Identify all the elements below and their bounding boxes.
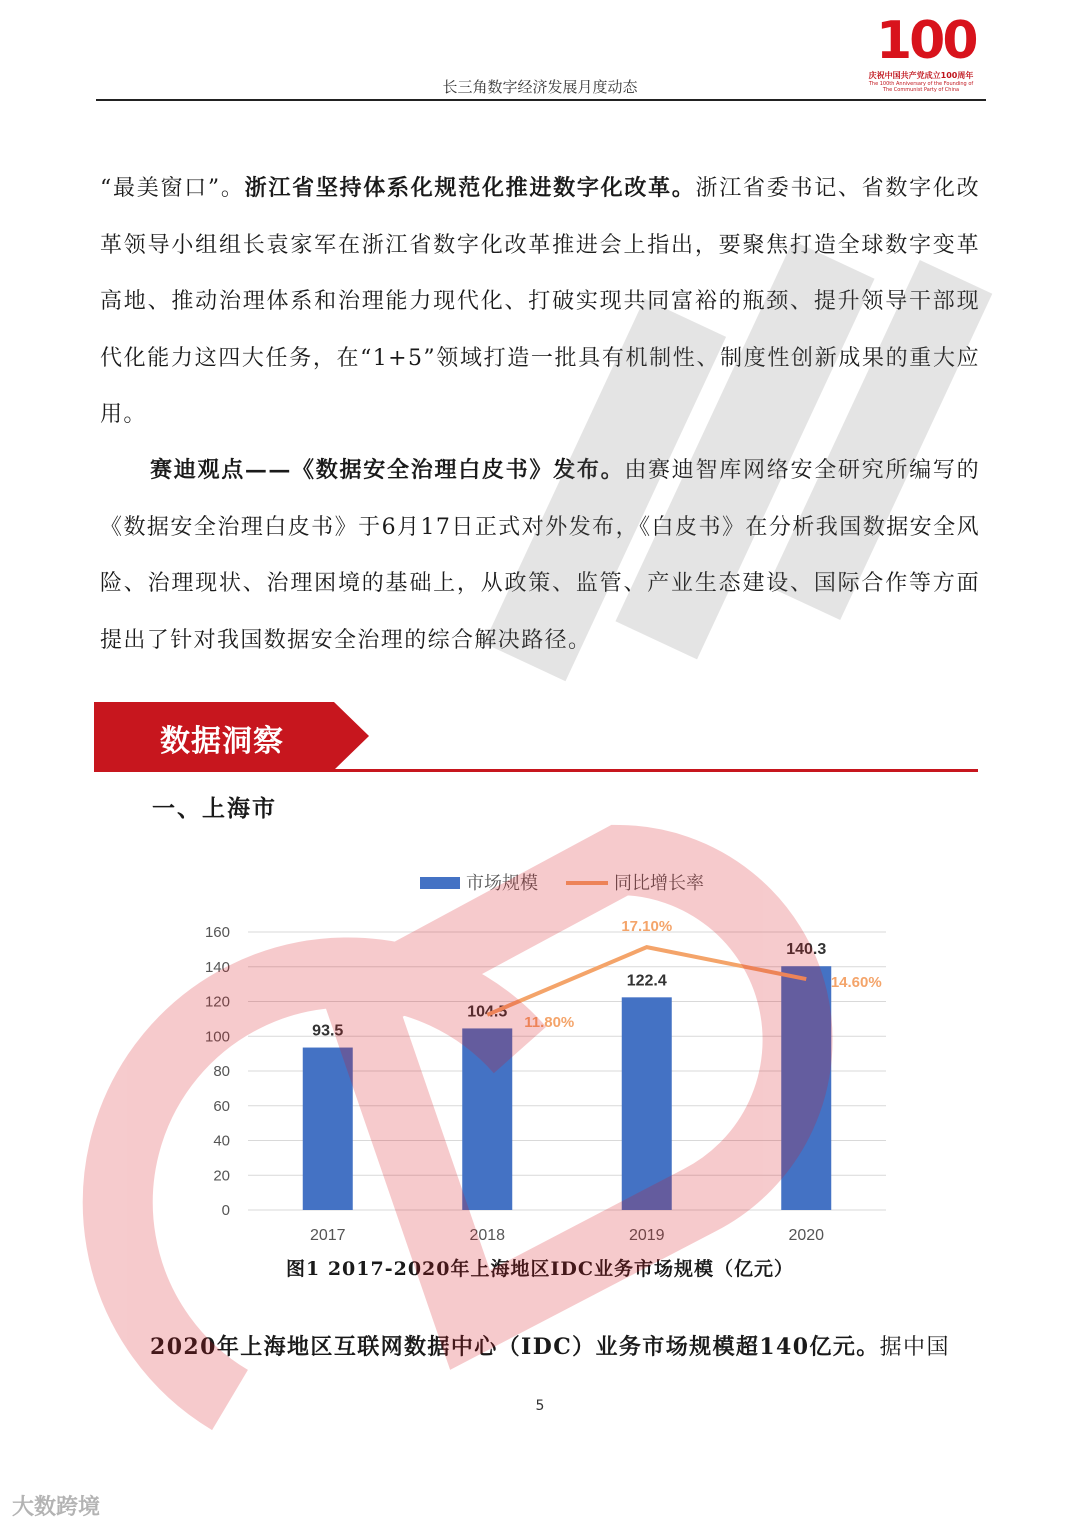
- paragraph-ccid-view: [100, 442, 980, 669]
- bar: [781, 966, 831, 1210]
- bar: [462, 1028, 512, 1210]
- paragraph-lead-quote: “最美窗口”。: [100, 176, 245, 201]
- y-tick-label: 100: [204, 1028, 230, 1046]
- y-tick-label: 40: [213, 1132, 230, 1150]
- bar: [303, 1048, 353, 1210]
- paragraph-body: 由赛迪智库网络安全研究所编写的《数据安全治理白皮书》于6月17日正式对外发布，《白皮书》在分析我国数据安全风险、治理现状、治理困境的基础上，从政策、监管、产业生态建设、国际合作等方面提出了针对我国数据安全治理的综合解决路径。: [100, 458, 980, 653]
- logo-caption: 庆祝中国共产党成立100周年: [868, 71, 974, 80]
- running-header: 长三角数字经济发展月度动态: [442, 78, 638, 96]
- bar-value-label: 104.5: [467, 1003, 508, 1021]
- paragraph-bold-heading: 赛迪观点——《数据安全治理白皮书》发布。: [150, 457, 625, 483]
- y-tick-label: 60: [213, 1097, 230, 1115]
- y-tick-label: 80: [213, 1063, 230, 1080]
- subsection-title: 一、上海市: [152, 795, 277, 822]
- bar-value-label: 93.5: [312, 1022, 344, 1040]
- paragraph-body: 浙江省委书记、省数字化改革领导小组组长袁家军在浙江省数字化改革推进会上指出，要聚焦打造全球数字变革高地、推动治理体系和治理能力现代化、打破实现共同富裕的瓶颈、提升领导干部现代化能力这四大任务，在“1+5”领域打造一批具有机制性、制度性创新成果的重大应用。: [100, 176, 980, 427]
- y-tick-label: 0: [221, 1202, 230, 1219]
- paragraph-shanghai-idc: [100, 1319, 980, 1377]
- header-divider: [96, 99, 986, 101]
- paragraph-bold-heading: 浙江省坚持体系化规范化推进数字化改革。: [244, 175, 696, 201]
- bar-value-label: 122.4: [626, 972, 667, 990]
- y-tick-label: 20: [213, 1167, 230, 1185]
- growth-rate-label: 14.60%: [830, 974, 882, 992]
- paragraph-bold-heading: 2020年上海地区互联网数据中心（IDC）业务市场规模超140亿元。: [150, 1334, 880, 1360]
- paragraph-zhejiang: [100, 160, 980, 444]
- logo-caption-en-line-1: The 100th Anniversary of the Founding of: [868, 81, 974, 87]
- legend-label-line: 同比增长率: [614, 873, 704, 894]
- section-title: 数据洞察: [160, 724, 284, 759]
- legend-label-bar: 市场规模: [466, 873, 538, 894]
- page-number: 5: [535, 1398, 545, 1414]
- x-tick-label: 2017: [309, 1227, 346, 1244]
- logo-number: 100: [876, 11, 976, 71]
- section-divider: [94, 769, 978, 772]
- x-tick-label: 2020: [788, 1227, 825, 1244]
- paragraph-body: 据中国: [879, 1335, 950, 1360]
- bar-value-label: 140.3: [786, 941, 827, 959]
- chart-caption: 图1 2017-2020年上海地区IDC业务市场规模（亿元）: [286, 1258, 794, 1280]
- logo-caption-en-line-2: The Communist Party of China: [882, 87, 960, 93]
- idc-market-chart: [180, 860, 920, 1260]
- brand-watermark: 大数跨境: [12, 1495, 101, 1520]
- legend-swatch-bar: [420, 877, 460, 889]
- bar: [622, 997, 672, 1210]
- x-tick-label: 2018: [469, 1227, 506, 1244]
- y-tick-label: 120: [204, 993, 230, 1011]
- growth-rate-label: 17.10%: [621, 918, 673, 936]
- x-tick-label: 2019: [628, 1227, 665, 1244]
- growth-rate-label: 11.80%: [524, 1013, 575, 1031]
- y-tick-label: 160: [204, 924, 230, 941]
- y-tick-label: 140: [204, 958, 230, 976]
